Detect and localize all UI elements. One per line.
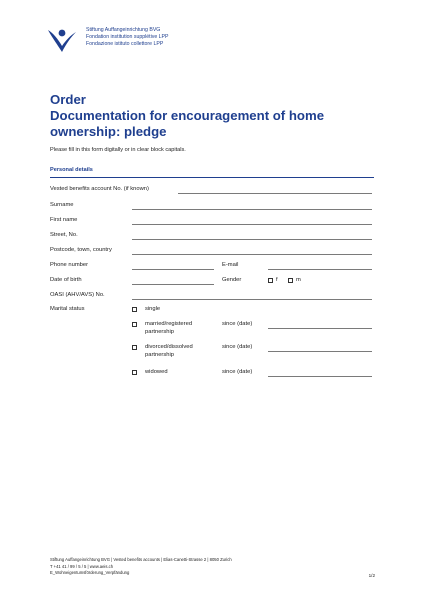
dob-field[interactable] xyxy=(132,284,214,285)
first-name-label: First name xyxy=(50,217,78,223)
widowed-label: widowed xyxy=(145,369,168,375)
widowed-checkbox[interactable] xyxy=(132,370,137,375)
footer-address: Stiftung Auffangeinrichtung BVG | Vested benefits accounts | Elias-Canetti-Strasse 2 | 8050 Zurich xyxy=(50,557,232,562)
oasi-label: OASI (AHV/AVS) No. xyxy=(50,292,105,298)
gender-f-checkbox[interactable] xyxy=(268,278,273,283)
org-name-fr: Fondation institution supplétive LPP xyxy=(86,34,169,41)
divorced-since-field[interactable] xyxy=(268,351,372,352)
gender-f-label: f xyxy=(276,277,278,283)
marital-status-label: Marital status xyxy=(50,306,85,312)
title-line-3: ownership: pledge xyxy=(50,124,167,139)
postcode-label: Postcode, town, country xyxy=(50,247,112,253)
surname-label: Surname xyxy=(50,202,74,208)
divorced-label-line-2: partnership xyxy=(145,352,175,358)
section-divider xyxy=(50,177,374,178)
divorced-checkbox[interactable] xyxy=(132,345,137,350)
phone-label: Phone number xyxy=(50,262,89,268)
dob-label: Date of birth xyxy=(50,277,82,283)
widowed-since-field[interactable] xyxy=(268,376,372,377)
title-line-2: Documentation for encouragement of home xyxy=(50,108,325,123)
postcode-field[interactable] xyxy=(132,254,372,255)
surname-field[interactable] xyxy=(132,209,372,210)
instructions-text: Please fill in this form digitally or in clear block capitals. xyxy=(50,147,186,153)
org-name-de: Stiftung Auffangeinrichtung BVG xyxy=(86,27,161,33)
org-name-it: Fondazione istituto collettore LPP xyxy=(86,41,164,48)
married-label-line-1: married/registered xyxy=(145,321,193,327)
gender-m-label: m xyxy=(296,277,301,283)
section-title-personal-details: Personal details xyxy=(50,167,93,173)
gender-label: Gender xyxy=(222,277,242,283)
divorced-label xyxy=(145,343,193,359)
divorced-since-label: since (date) xyxy=(222,344,253,350)
foundation-logo-icon xyxy=(47,27,77,54)
email-field[interactable] xyxy=(268,269,372,270)
footer xyxy=(50,557,232,577)
married-since-field[interactable] xyxy=(268,328,372,329)
married-checkbox[interactable] xyxy=(132,322,137,327)
divorced-label-line-1: divorced/dissolved xyxy=(145,344,193,350)
footer-contact: T +41 41 / 99 / 5 / 5 | www.aeis.ch xyxy=(50,563,114,569)
gender-m-checkbox[interactable] xyxy=(288,278,293,283)
vested-account-label: Vested benefits account No. (if known) xyxy=(50,186,149,192)
first-name-field[interactable] xyxy=(132,224,372,225)
widowed-since-label: since (date) xyxy=(222,369,253,375)
page-number: 1/2 xyxy=(368,573,375,578)
phone-field[interactable] xyxy=(132,269,214,270)
street-field[interactable] xyxy=(132,239,372,240)
email-label: E-mail xyxy=(222,262,239,268)
married-label xyxy=(145,320,192,336)
single-label: single xyxy=(145,306,161,312)
title-line-1: Order xyxy=(50,92,86,107)
oasi-field[interactable] xyxy=(132,299,372,300)
married-label-line-2: partnership xyxy=(145,329,175,335)
footer-form-id: E_Wohneigentumsförderung_Verpfändung xyxy=(50,570,130,575)
single-checkbox[interactable] xyxy=(132,307,137,312)
vested-account-field[interactable] xyxy=(178,193,372,194)
street-label: Street, No. xyxy=(50,232,78,238)
married-since-label: since (date) xyxy=(222,321,253,327)
organization-names xyxy=(86,27,168,49)
document-title xyxy=(50,92,390,140)
